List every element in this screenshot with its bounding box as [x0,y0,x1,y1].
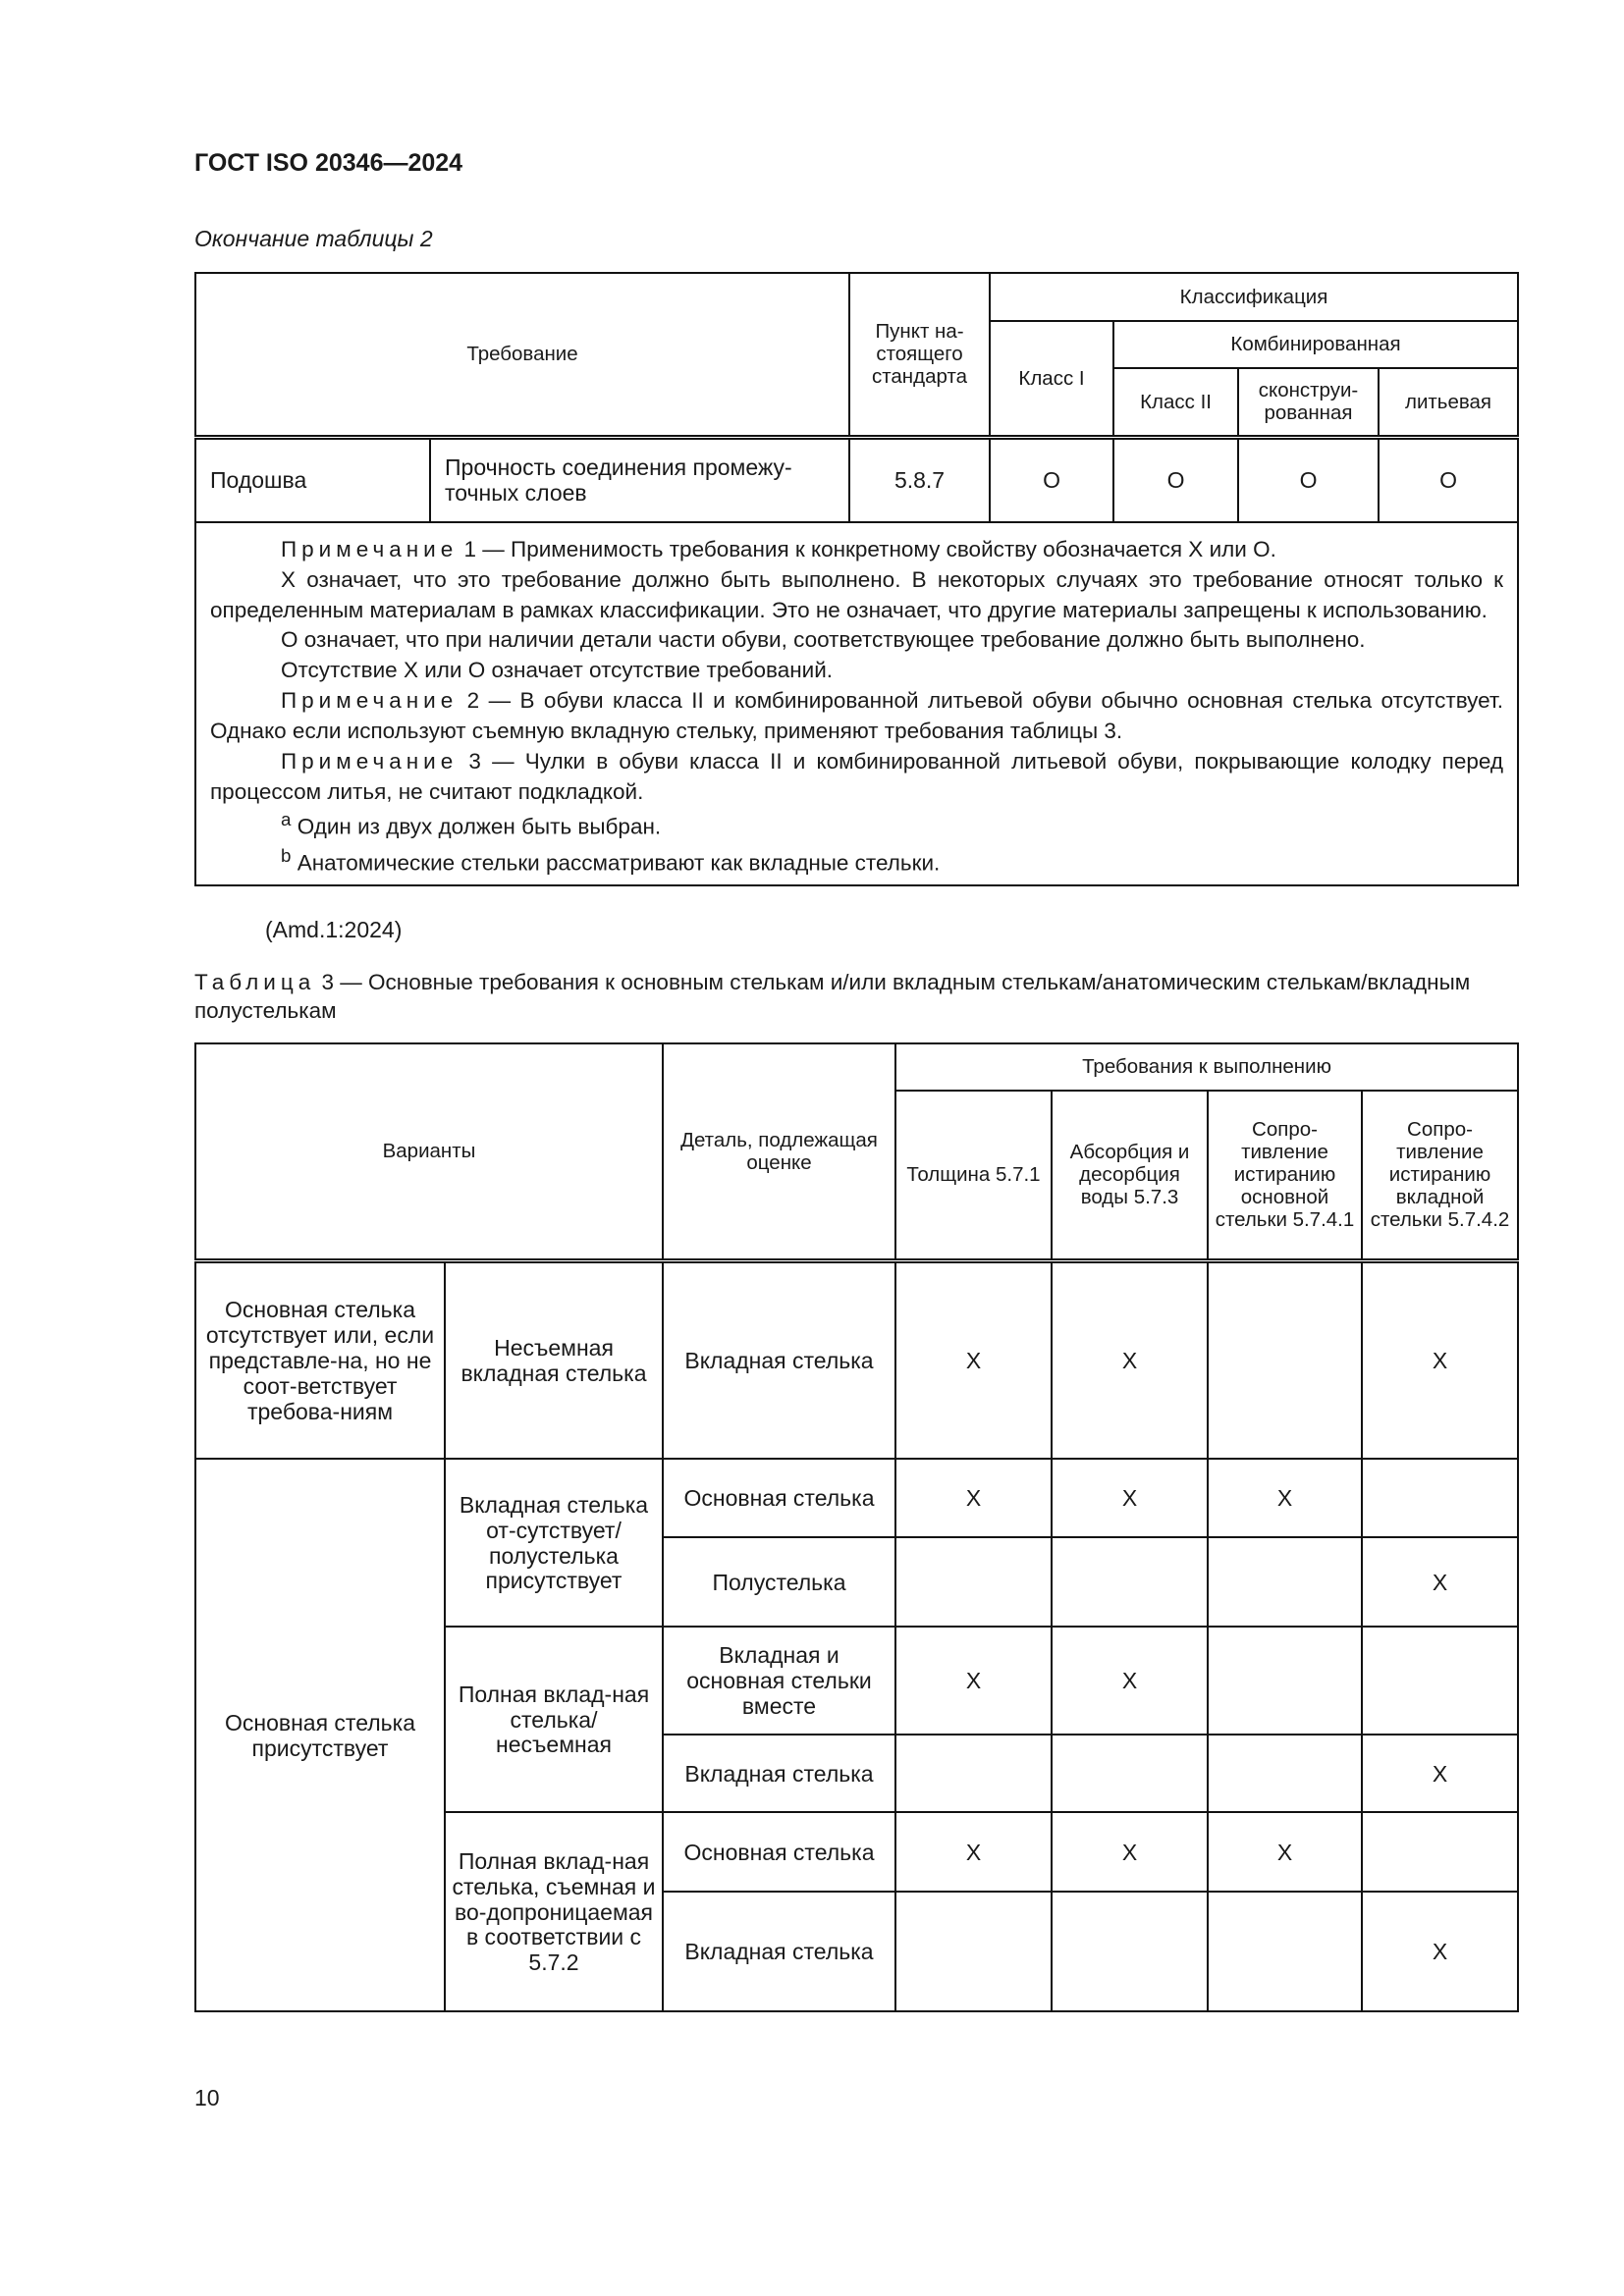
note-o: O означает, что при наличии детали части обуви, соответствующее требование должно быть выполнено. [281,627,1366,653]
header-variants: Варианты [195,1043,663,1260]
table-notes [195,522,1518,885]
header-combined: Комбинированная [1113,321,1518,368]
amendment-ref: (Amd.1:2024) [265,917,403,942]
header-classification: Классификация [990,273,1518,321]
header-constructed: сконструи-рованная [1238,368,1379,437]
cell-mark: X [1208,1459,1362,1537]
cell-cast: O [1379,437,1518,522]
table-continuation-caption: Окончание таблицы 2 [194,226,433,251]
header-abrasion-sock: Сопро-тивление истиранию вкладной стельки 5.7.4.2 [1362,1091,1518,1260]
cell-clause: 5.8.7 [849,437,990,522]
table-3-caption [194,968,1517,1026]
footnote-b: Анатомические стельки рассматривают как вкладные стельки. [297,850,941,876]
note-3: 3 — Чулки в обуви класса II и комбинированной литьевой обуви, покрывающие колодку перед процессом литья, не считают подкладкой. [210,748,1503,804]
header-clause: Пункт на-стоящего стандарта [849,273,990,437]
cell-mark [895,1537,1052,1627]
cell-mark: X [1052,1627,1208,1735]
header-absorption: Абсорбция и десорбция воды 5.7.3 [1052,1091,1208,1260]
cell-mark: X [1362,1260,1518,1459]
caption-label: Таблица [194,970,316,994]
footnote-a: Один из двух должен быть выбран. [297,814,662,839]
note-label: Примечание [281,537,459,561]
cell-mark [1362,1627,1518,1735]
cell-mark [1362,1459,1518,1537]
cell-mark [895,1892,1052,2011]
cell-part: Вкладная стелька [663,1260,895,1459]
cell-mark [1208,1260,1362,1459]
subgroup-2: Вкладная стелька от-сутствует/ полустелька присутствует [445,1459,663,1627]
cell-part: Вкладная стелька [663,1892,895,2011]
header-part: Деталь, подлежащая оценке [663,1043,895,1260]
cell-mark: X [1052,1260,1208,1459]
note-1: 1 — Применимость требования к конкретному свойству обозначается X или O. [463,537,1276,561]
group-1: Основная стелька отсутствует или, если представле-на, но не соот-ветствует требова-ниям [195,1260,445,1459]
cell-mark: X [1362,1735,1518,1812]
cell-mark: X [895,1812,1052,1892]
cell-mark [1208,1537,1362,1627]
cell-mark: X [1208,1812,1362,1892]
cell-part: Полустелька [663,1537,895,1627]
cell-mark [1208,1892,1362,2011]
header-thickness: Толщина 5.7.1 [895,1091,1052,1260]
note-label: Примечание [281,688,459,714]
cell-part: Вкладная и основная стельки вместе [663,1627,895,1735]
cell-requirement: Прочность соединения промежу-точных слоев [430,437,849,522]
cell-mark [1208,1735,1362,1812]
table-3 [194,1042,1519,2012]
header-class2: Класс II [1113,368,1238,437]
header-performance: Требования к выполнению [895,1043,1518,1091]
document-header: ГОСТ ISO 20346—2024 [194,149,463,177]
header-requirement: Требование [195,273,849,437]
cell-mark: X [1052,1459,1208,1537]
header-abrasion-insole: Сопро-тивление истиранию основной стельки 5.7.4.1 [1208,1091,1362,1260]
cell-mark [1052,1537,1208,1627]
cell-mark [1052,1735,1208,1812]
note-2: 2 — В обуви класса II и комбинированной литьевой обуви обычно основная стелька отсутствует. Однако если используют съемную вкладную стельку, применяют требования таблицы 3. [210,688,1503,743]
cell-mark: X [895,1459,1052,1537]
group-2: Основная стелька присутствует [195,1459,445,2011]
cell-mark [895,1735,1052,1812]
footnote-mark: b [281,844,292,866]
cell-mark: X [1362,1537,1518,1627]
header-cast: литьевая [1379,368,1518,437]
cell-mark: X [1362,1892,1518,2011]
cell-constructed: O [1238,437,1379,522]
cell-part: Основная стелька [663,1459,895,1537]
subgroup-1: Несъемная вкладная стелька [445,1260,663,1459]
cell-mark: X [895,1260,1052,1459]
cell-mark: X [895,1627,1052,1735]
page-number: 10 [194,2085,220,2110]
header-class1: Класс I [990,321,1113,437]
cell-part: Вкладная стелька [663,1735,895,1812]
table-2-end [194,272,1519,886]
cell-part: Подошва [195,437,430,522]
caption-text: 3 — Основные требования к основным стелькам и/или вкладным стелькам/анатомическим стелькам/вкладным полустелькам [194,970,1471,1024]
cell-class2: O [1113,437,1238,522]
note-absent: Отсутствие X или O означает отсутствие требований. [281,658,834,683]
cell-part: Основная стелька [663,1812,895,1892]
cell-mark [1052,1892,1208,2011]
note-x: X означает, что это требование должно быть выполнено. В некоторых случаях это требование относят только к определенным материалам в рамках классификации. Это не означает, что другие материалы запрещены к использованию. [210,566,1504,622]
cell-class1: O [990,437,1113,522]
cell-mark [1362,1812,1518,1892]
note-label: Примечание [281,748,459,774]
cell-mark [1208,1627,1362,1735]
cell-mark: X [1052,1812,1208,1892]
subgroup-4: Полная вклад-ная стелька, съемная и во-допроницаемая в соответствии с 5.7.2 [445,1812,663,2011]
footnote-mark: a [281,809,292,830]
subgroup-3: Полная вклад-ная стелька/ несъемная [445,1627,663,1812]
